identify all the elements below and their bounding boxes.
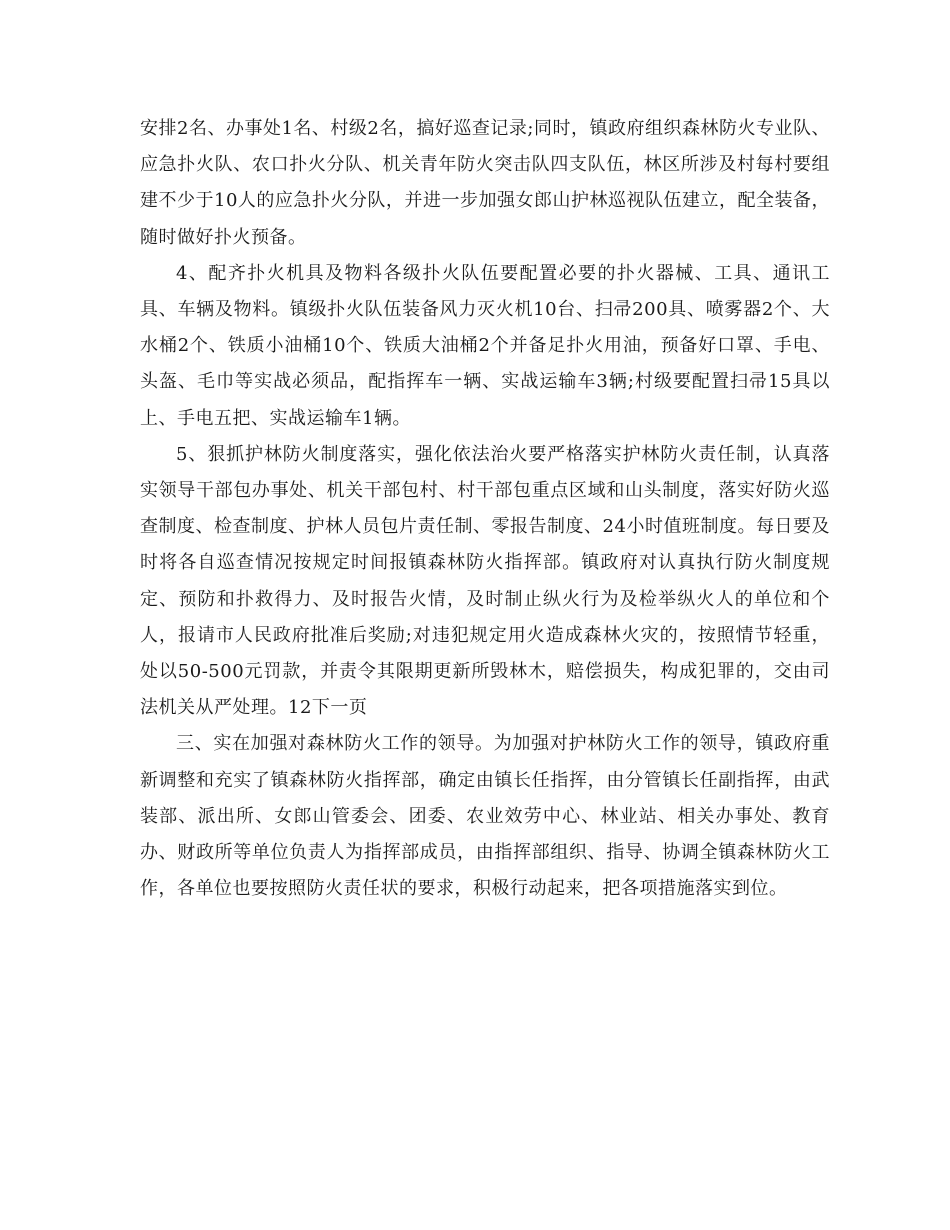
paragraph-1: 安排2名、办事处1名、村级2名，搞好巡查记录;同时，镇政府组织森林防火专业队、应急扑火队、农口扑火分队、机关青年防火突击队四支队伍，林区所涉及村每村要组建不少于10人的应急扑火分队，并进一步加强女郎山护林巡视队伍建立，配全装备，随时做好扑火预备。 — [140, 118, 830, 248]
document-body — [140, 111, 830, 907]
paragraph-3: 5、狠抓护林防火制度落实，强化依法治火要严格落实护林防火责任制，认真落实领导干部包办事处、机关干部包村、村干部包重点区域和山头制度，落实好防火巡查制度、检查制度、护林人员包片责任制、零报告制度、24小时值班制度。每日要及时将各自巡查情况按规定时间报镇森林防火指挥部。镇政府对认真执行防火制度规定、预防和扑救得力、及时报告火情，及时制止纵火行为及检举纵火人的单位和个人，报请市人民政府批准后奖励;对违犯规定用火造成森林火灾的，按照情节轻重，处以50-500元罚款，并责令其限期更新所毁林木，赔偿损失，构成犯罪的，交由司法机关从严处理。12下一页 — [140, 443, 830, 719]
paragraph-4: 三、实在加强对森林防火工作的领导。为加强对护林防火工作的领导，镇政府重新调整和充实了镇森林防火指挥部，确定由镇长任指挥，由分管镇长任副指挥，由武装部、派出所、女郎山管委会、团委、农业效劳中心、林业站、相关办事处、教育办、财政所等单位负责人为指挥部成员，由指挥部组织、指导、协调全镇森林防火工作，各单位也要按照防火责任状的要求，积极行动起来，把各项措施落实到位。 — [140, 733, 830, 900]
paragraph-2: 4、配齐扑火机具及物料各级扑火队伍要配置必要的扑火器械、工具、通讯工具、车辆及物料。镇级扑火队伍装备风力灭火机10台、扫帚200具、喷雾器2个、大水桶2个、铁质小油桶10个、铁质大油桶2个并备足扑火用油，预备好口罩、手电、头盔、毛巾等实战必须品，配指挥车一辆、实战运输车3辆;村级要配置扫帚15具以上、手电五把、实战运输车1辆。 — [140, 262, 830, 429]
